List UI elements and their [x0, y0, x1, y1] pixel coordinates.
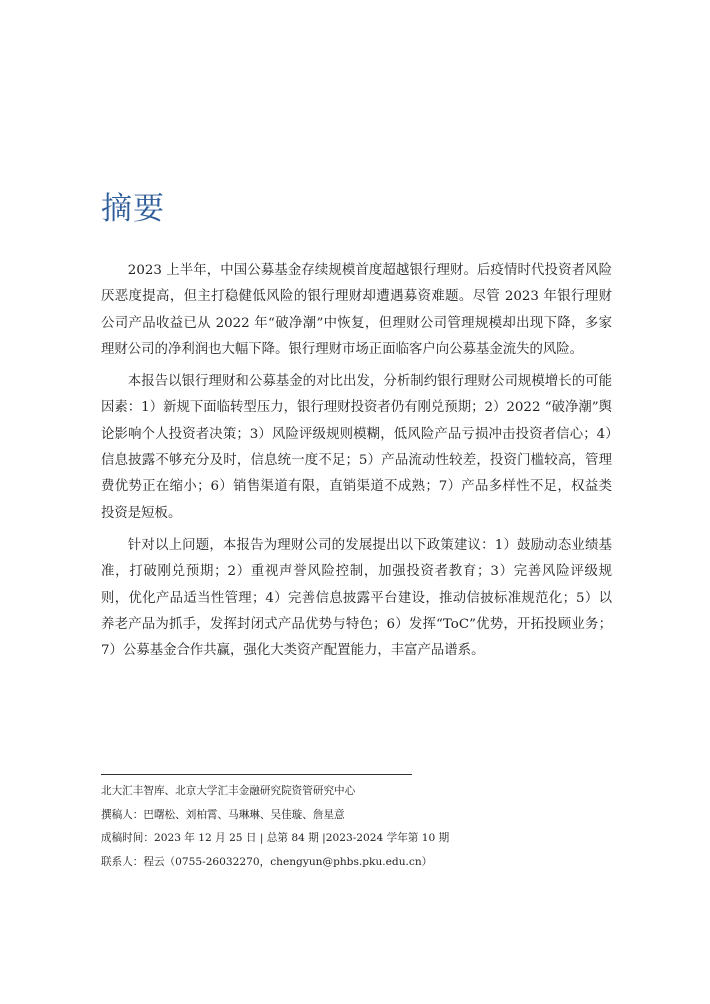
footnote-institution: 北大汇丰智库、北京大学汇丰金融研究院资管研究中心 [101, 785, 356, 797]
footnote-authors: 撰稿人：巴曙松、刘柏霄、马琳琳、吴佳璇、詹星意 [101, 808, 345, 821]
footnote-contact: 联系人：程云（0755-26032270，chengyun@phbs.pku.edu.cn） [101, 855, 433, 868]
footnote-divider [101, 774, 412, 775]
page-title: 摘要 [101, 191, 165, 227]
footnote [101, 780, 621, 874]
abstract-paragraph-1: 2023 上半年，中国公募基金存续规模首度超越银行理财。后疫情时代投资者风险厌恶度提高，但主打稳健低风险的银行理财却遭遇募资难题。尽管 2023 年银行理财公司产品收益已从 2022 年“破净潮”中恢复，但理财公司管理规模却出现下降，多家理财公司的净利润也大幅下降。银行理财市场正面临客户向公募基金流失的风险。 [101, 263, 612, 357]
abstract-body [101, 258, 612, 670]
abstract-paragraph-3: 针对以上问题，本报告为理财公司的发展提出以下政策建议：1）鼓励动态业绩基准，打破刚兑预期；2）重视声誉风险控制，加强投资者教育；3）完善风险评级规则，优化产品适当性管理；4）完善信息披露平台建设，推动信披标准规范化；5）以养老产品为抓手，发挥封闭式产品优势与特色；6）发挥“ToC”优势，开拓投顾业务；7）公募基金合作共赢，强化大类资产配置能力，丰富产品谱系。 [101, 537, 612, 659]
footnote-date-issue: 成稿时间：2023 年 12 月 25 日 | 总第 84 期 |2023-2024 学年第 10 期 [101, 832, 450, 844]
abstract-paragraph-2: 本报告以银行理财和公募基金的对比出发，分析制约银行理财公司规模增长的可能因素：1）新规下面临转型压力，银行理财投资者仍有刚兑预期；2）2022 “破净潮”舆论影响个人投资者决策；3）风险评级规则模糊，低风险产品亏损冲击投资者信心；4）信息披露不够充分及时，信息统一度不足；5）产品流动性较差，投资门槛较高，管理费优势正在缩小；6）销售渠道有限，直销渠道不成熟；7）产品多样性不足，权益类投资是短板。 [101, 374, 612, 521]
